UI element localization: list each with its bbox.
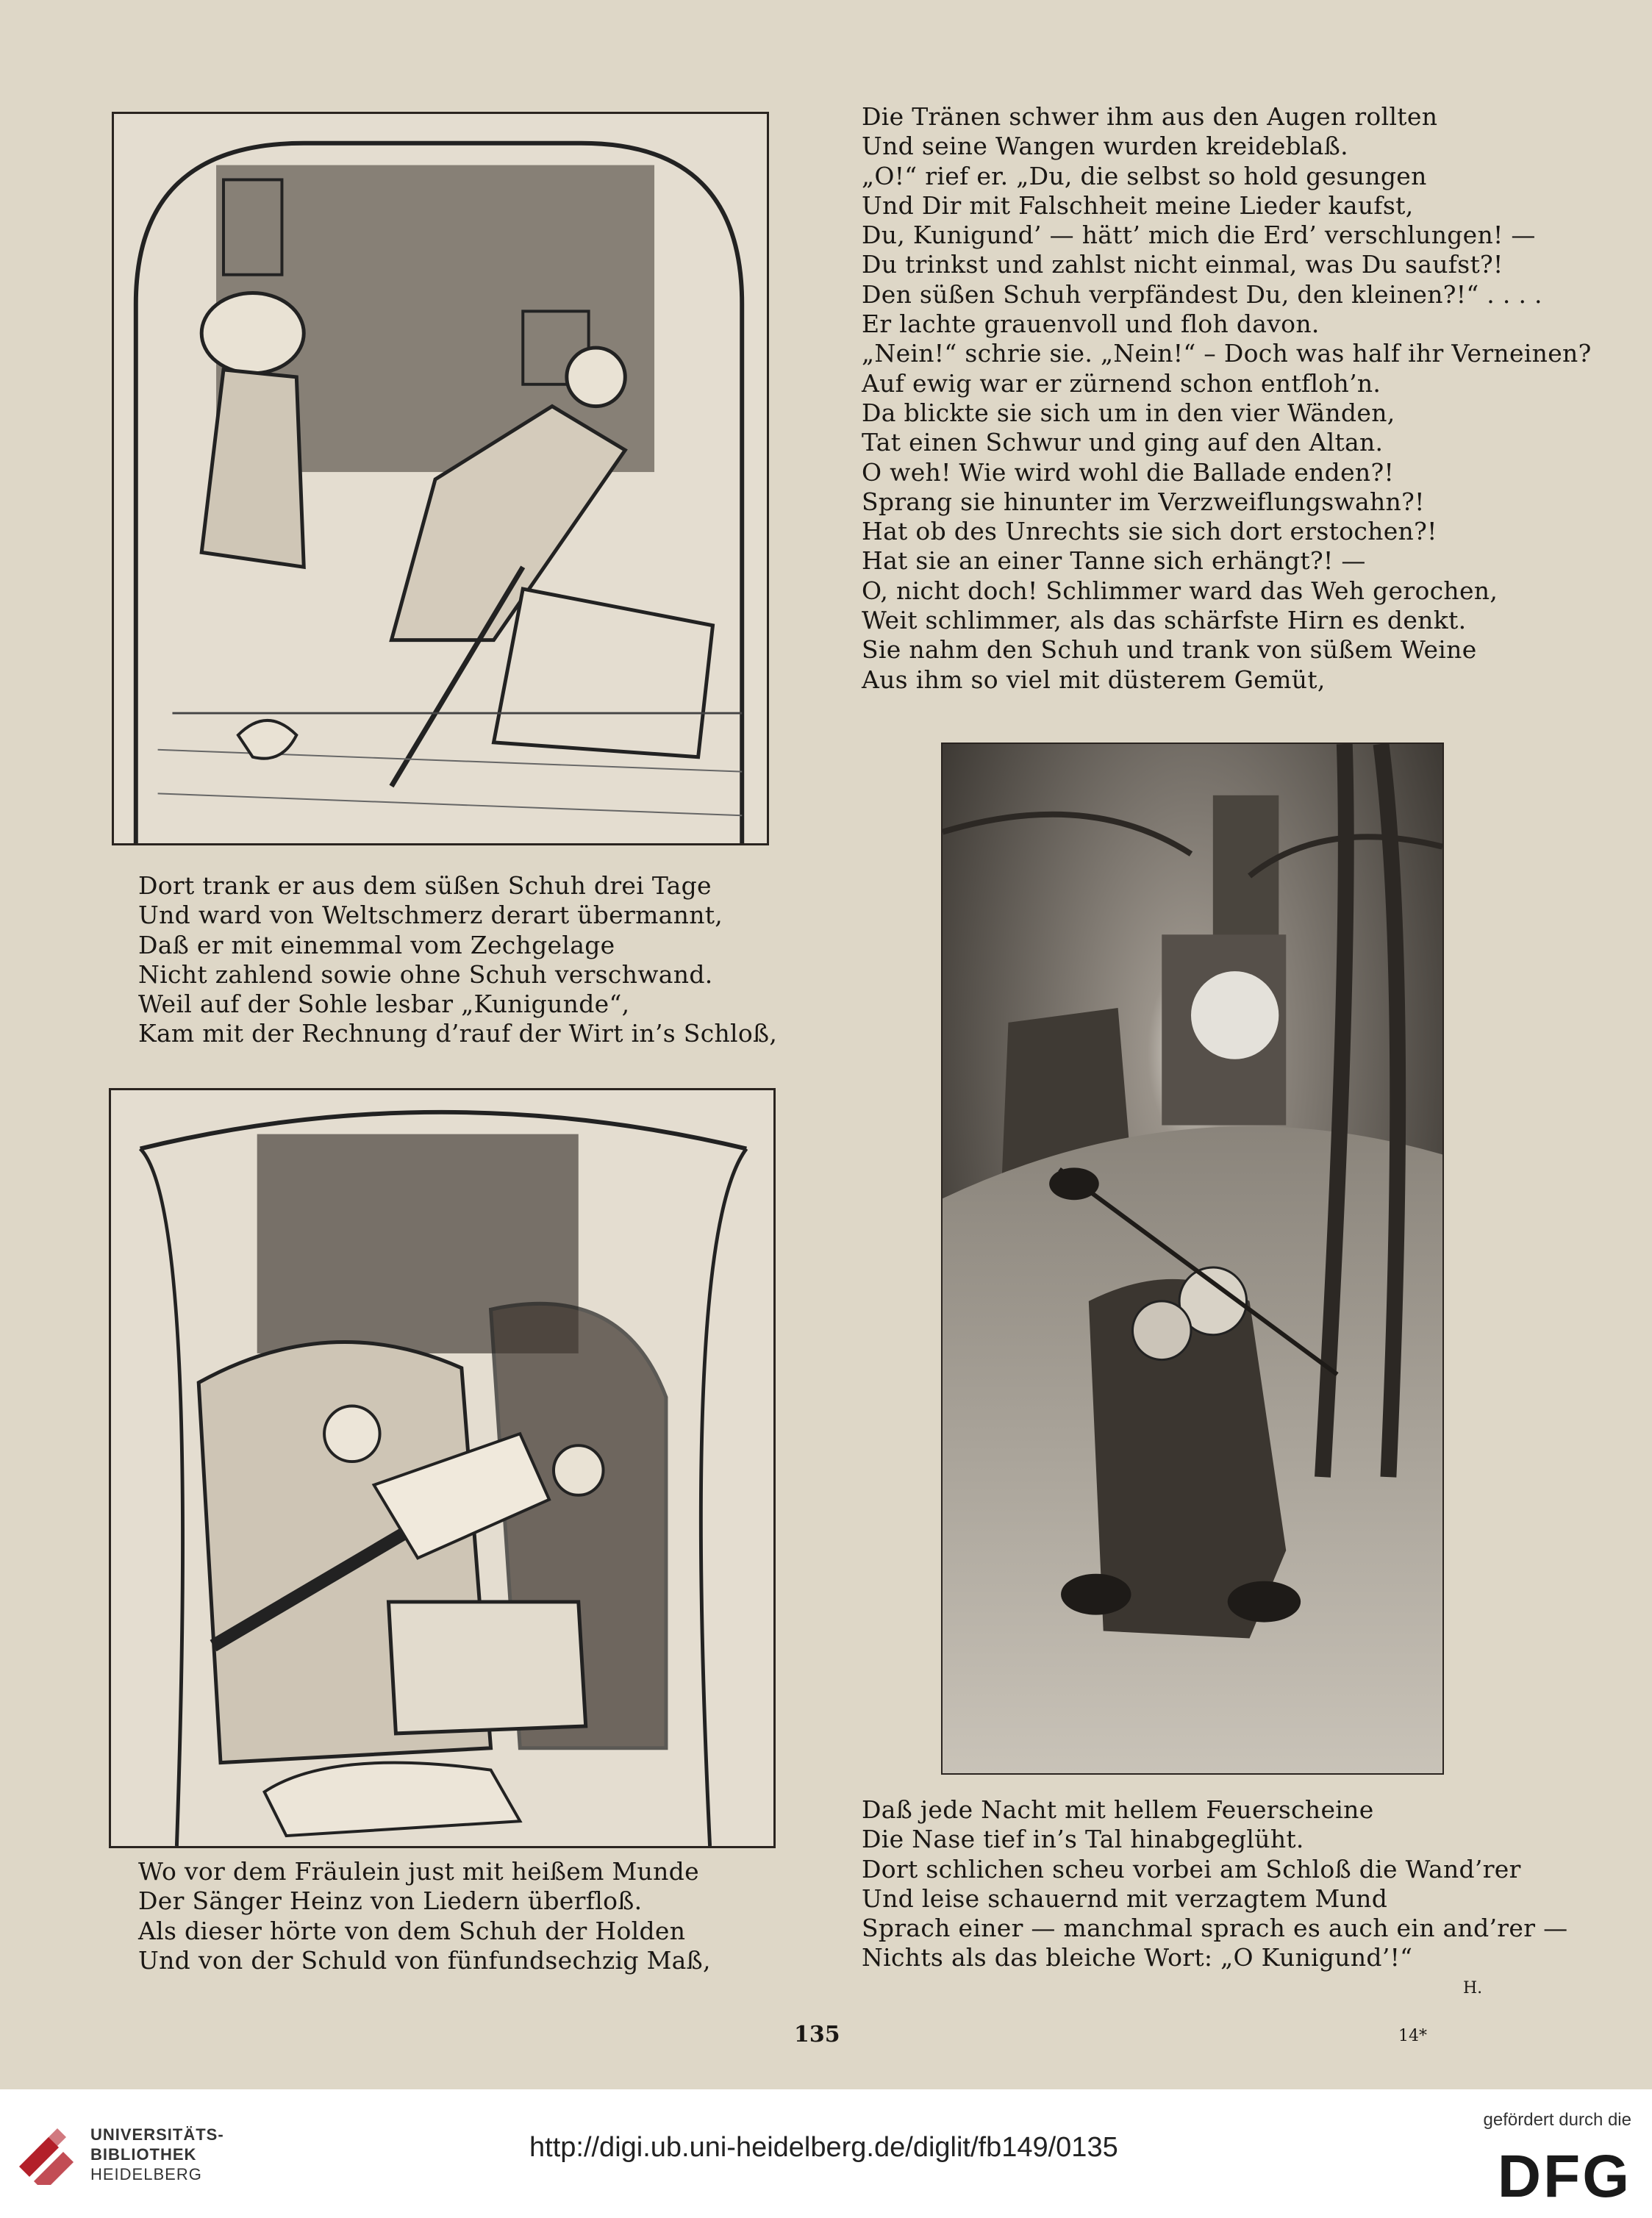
verse-line: O weh! Wie wird wohl die Ballade enden?!	[862, 457, 1395, 487]
verse-line: Dort trank er aus dem süßen Schuh drei Tage	[138, 871, 712, 900]
digitization-footer	[0, 2089, 1652, 2218]
verse-top-right	[862, 102, 1592, 695]
verse-line: Nichts als das bleiche Wort: „O Kunigund’!“	[862, 1943, 1413, 1972]
verse-line: Weit schlimmer, als das schärfste Hirn es denkt.	[862, 606, 1467, 635]
verse-line: Sprang sie hinunter im Verzweiflungswahn?!	[862, 487, 1425, 516]
verse-line: Und ward von Weltschmerz derart übermannt,	[138, 901, 723, 930]
verse-line: Nicht zahlend sowie ohne Schuh verschwand.	[138, 959, 713, 989]
page-number: 135	[794, 2022, 840, 2047]
verse-line: Er lachte grauenvoll und floh davon.	[862, 310, 1320, 339]
illustration-night-castle-scene	[941, 743, 1444, 1775]
verse-line: O, nicht doch! Schlimmer ward das Weh gerochen,	[862, 576, 1498, 605]
verse-line: „O!“ rief er. „Du, die selbst so hold gesungen	[862, 161, 1427, 190]
verse-bottom-left	[138, 1857, 711, 1975]
illustration-bedroom-scene	[109, 1088, 776, 1848]
illustration-tavern-scene	[112, 112, 769, 845]
verse-line: Und von der Schuld von fünfundsechzig Maß,	[138, 1945, 711, 1975]
verse-line: Und seine Wangen wurden kreideblaß.	[862, 132, 1348, 161]
verse-line: Du, Kunigund’ — hätt’ mich die Erd’ verschlungen! —	[862, 221, 1536, 250]
library-logo-icon	[13, 2115, 83, 2185]
verse-line: Als dieser hörte von dem Schuh der Holden	[138, 1916, 686, 1945]
verse-line: Und leise schauernd mit verzagtem Mund	[862, 1883, 1388, 1913]
verse-line: Da blickte sie sich um in den vier Wänden,	[862, 398, 1395, 427]
verse-line: Sprach einer — manchmal sprach es auch ein and’rer —	[862, 1914, 1568, 1943]
permalink-url[interactable]: http://digi.ub.uni-heidelberg.de/diglit/fb149/0135	[529, 2132, 1118, 2163]
verse-line: Der Sänger Heinz von Liedern überfloß.	[138, 1886, 643, 1916]
verse-line: Wo vor dem Fräulein just mit heißem Munde	[138, 1857, 699, 1886]
verse-line: Du trinkst und zahlst nicht einmal, was Du saufst?!	[862, 250, 1503, 279]
verse-line: Und Dir mit Falschheit meine Lieder kaufst,	[862, 190, 1414, 220]
verse-line: Tat einen Schwur und ging auf den Altan.	[862, 428, 1384, 457]
verse-line: Daß jede Nacht mit hellem Feuerscheine	[862, 1795, 1374, 1824]
verse-line: Sie nahm den Schuh und trank von süßem Weine	[862, 635, 1477, 665]
verse-line: Die Tränen schwer ihm aus den Augen rollten	[862, 102, 1438, 131]
verse-line: Auf ewig war er zürnend schon entfloh’n.	[862, 368, 1381, 398]
library-name-line: HEIDELBERG	[90, 2165, 202, 2183]
verse-line: Die Nase tief in’s Tal hinabgeglüht.	[862, 1825, 1304, 1854]
verse-line: Aus ihm so viel mit düsterem Gemüt,	[862, 665, 1326, 694]
verse-line: Kam mit der Rechnung d’rauf der Wirt in’s Schloß,	[138, 1019, 778, 1048]
verse-line: Hat sie an einer Tanne sich erhängt?! —	[862, 546, 1366, 576]
verse-middle-left	[138, 871, 777, 1049]
verse-line: Den süßen Schuh verpfändest Du, den kleinen?!“ . . . .	[862, 279, 1542, 309]
library-name-line: UNIVERSITÄTS-	[90, 2125, 224, 2144]
verse-line: Hat ob des Unrechts sie sich dort erstochen?!	[862, 517, 1437, 546]
library-name	[90, 2125, 224, 2184]
library-name-line: BIBLIOTHEK	[90, 2145, 197, 2164]
sheet-signature-mark: 14*	[1398, 2027, 1427, 2045]
verse-line: Weil auf der Sohle lesbar „Kunigunde“,	[138, 990, 630, 1019]
verse-bottom-right	[862, 1795, 1567, 1973]
verse-line: Dort schlichen scheu vorbei am Schloß die Wand’rer	[862, 1854, 1521, 1883]
dfg-logo: DFG	[1497, 2143, 1631, 2210]
verse-line: Daß er mit einemmal vom Zechgelage	[138, 930, 615, 959]
author-signature: H.	[1463, 1979, 1483, 1997]
verse-line: „Nein!“ schrie sie. „Nein!“ – Doch was half ihr Verneinen?	[862, 339, 1592, 368]
funded-by-label: gefördert durch die	[1483, 2110, 1631, 2130]
